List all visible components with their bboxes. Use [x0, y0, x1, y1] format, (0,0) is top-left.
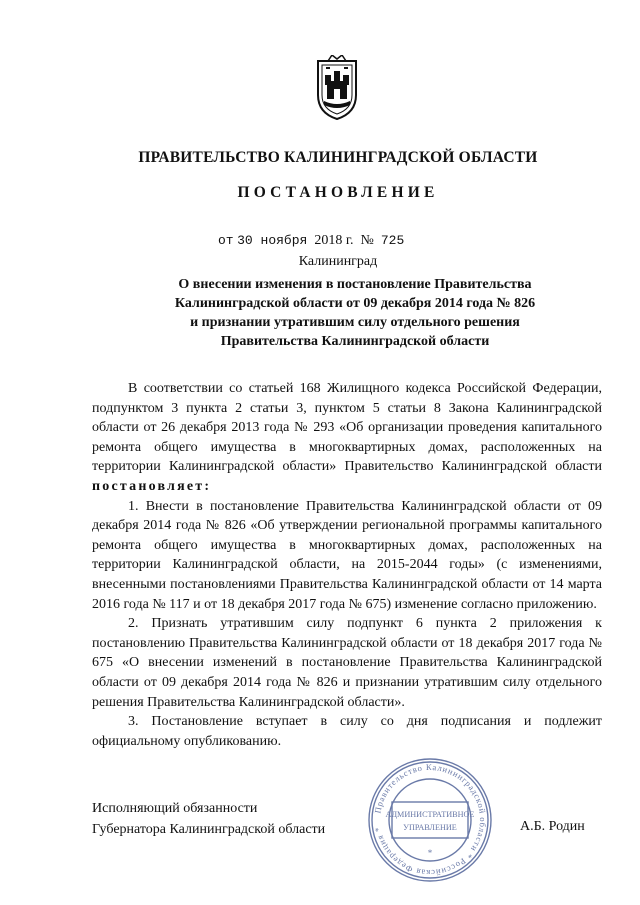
position-line: Исполняющий обязанности: [92, 801, 258, 816]
document-number: 725: [380, 233, 405, 248]
organization-name: ПРАВИТЕЛЬСТВО КАЛИНИНГРАДСКОЙ ОБЛАСТИ: [138, 149, 538, 166]
body-item-1: 1. Внести в постановление Правительства Калининградской области от 09 декабря 2014 года № 826 «Об утверждении региональной программы капитального ремонта общего имущества в многоквартирных домах, расположенных на территории Калининградской области, на 2015-2044 годы» (с изменениями, внесенными постановлениями Правительства Калининградской области от 14 марта 2016 года № 117 и от 18 декабря 2017 года № 675) изменение согласно приложению.: [92, 498, 602, 612]
preamble-action: постановляет:: [92, 478, 212, 494]
date-year: 2018 г.: [314, 233, 354, 248]
document-body: [92, 379, 602, 751]
seal-star-icon: *: [427, 848, 433, 858]
official-seal-stamp: [366, 756, 494, 884]
date-prefix: от: [218, 233, 234, 248]
title-line: и признании утратившим силу отдельного решения: [190, 315, 520, 330]
title-line: Правительства Калининградской области: [220, 334, 490, 349]
seal-center-line: АДМИНИСТРАТИВНОЕ: [385, 810, 475, 819]
preamble-text: В соответствии со статьей 168 Жилищного кодекса Российской Федерации, подпунктом 3 пункта 2 статьи 3, пунктом 5 статьи 8 Закона Калининградской области от 26 декабря 2013 года № 293 «Об организации проведения капитального ремонта общего имущества в многоквартирных домах, расположенных на территории Калининградской области» Правительство Калининградской области: [92, 381, 602, 475]
city: Калининград: [298, 254, 378, 269]
document-title: [110, 275, 600, 351]
preamble-paragraph: [92, 379, 602, 497]
date-day-month: 30 ноября: [237, 233, 308, 248]
coat-of-arms-icon: [314, 55, 360, 121]
body-item-3: 3. Постановление вступает в силу со дня подписания и подлежит официальному опубликованию.: [92, 714, 602, 749]
seal-center-line: УПРАВЛЕНИЕ: [403, 823, 457, 832]
position-line: Губернатора Калининградской области: [92, 822, 326, 837]
signatory-position: [92, 798, 325, 840]
document-type: ПОСТАНОВЛЕНИЕ: [237, 184, 439, 201]
signatory-name: А.Б. Родин: [520, 819, 585, 834]
number-sign: №: [360, 233, 374, 248]
date-line: [218, 233, 404, 249]
title-line: О внесении изменения в постановление Правительства: [178, 277, 532, 292]
body-item-2: 2. Признать утратившим силу подпункт 6 пункта 2 приложения к постановлению Правительства Калининградской области от 18 декабря 2017 года № 675 «О внесении изменений в постановление Правительства Калининградской области от 09 декабря 2014 года № 826 и признании утратившим силу отдельного решения Правительства Калининградской области».: [92, 616, 602, 710]
seal-ring-text: Правительство Калининградской области * Российская Федерация *: [372, 761, 489, 879]
title-line: Калининградской области от 09 декабря 2014 года № 826: [174, 296, 536, 311]
